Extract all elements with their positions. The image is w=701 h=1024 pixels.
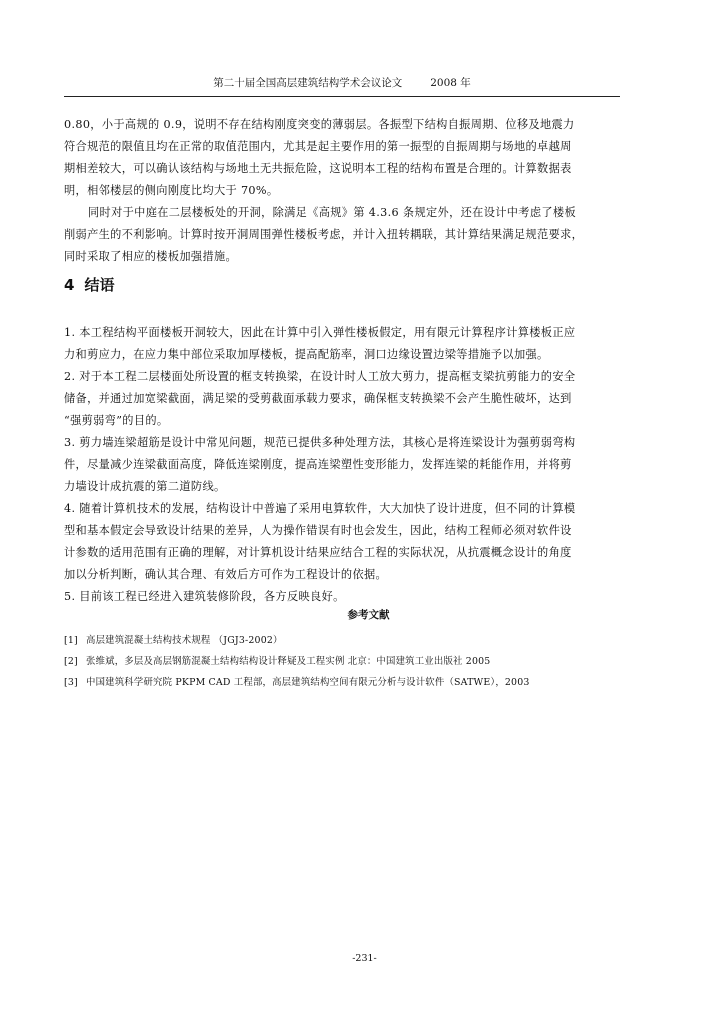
conclusion-line: 型和基本假定会导致设计结果的差异，人为操作错误有时也会发生，因此，结构工程师必须对软件设	[64, 524, 572, 537]
text-line: 0.80，小于高规的 0.9，说明不存在结构刚度突变的薄弱层。各振型下结构自振周期、位移及地震力	[64, 118, 575, 131]
intro-paragraph-1	[64, 114, 620, 202]
text-line: 同时采取了相应的楼板加强措施。	[64, 250, 238, 263]
reference-item	[64, 651, 620, 672]
reference-item	[64, 672, 620, 693]
conclusion-line: 2. 对于本工程二层楼面处所设置的框支转换梁，在设计时人工放大剪力，提高框支梁抗剪能力的安全	[64, 370, 576, 383]
reference-text: 张维斌，多层及高层钢筋混凝土结构结构设计释疑及工程实例 北京：中国建筑工业出版社 2005	[86, 656, 491, 667]
conclusion-line: 3. 剪力墙连梁超筋是设计中常见问题，规范已提供多种处理方法，其核心是将连梁设计为强剪弱弯构	[64, 436, 576, 449]
header-year: 2008 年	[430, 77, 471, 89]
intro-paragraph-2	[64, 202, 620, 268]
page-number: -231-	[352, 953, 377, 964]
conclusion-line: 1. 本工程结构平面楼板开洞较大，因此在计算中引入弹性楼板假定，用有限元计算程序计算楼板正应	[64, 326, 576, 339]
section-number: 4	[64, 276, 75, 294]
text-line: 削弱产生的不利影响。计算时按开洞周围弹性楼板考虑，并计入扭转耦联，其计算结果满足规范要求，	[64, 228, 584, 241]
references-heading: 参考文献	[347, 609, 390, 621]
text-line: 符合规范的限值且均在正常的取值范围内，尤其是起主要作用的第一振型的自振周期与场地的卓越周	[64, 140, 572, 153]
conclusion-line: “强剪弱弯”的目的。	[64, 414, 169, 427]
conclusion-line: 计参数的适用范围有正确的理解，对计算机设计结果应结合工程的实际状况，从抗震概念设计的角度	[64, 546, 572, 559]
section-title-text: 结语	[84, 276, 115, 294]
reference-number: [2]	[64, 656, 78, 667]
conclusion-line: 力墙设计成抗震的第二道防线。	[64, 480, 226, 493]
text-line: 同时对于中庭在二层楼板处的开洞，除满足《高规》第 4.3.6 条规定外，还在设计中考虑了楼板	[88, 206, 576, 219]
conclusion-line: 加以分析判断，确认其合理、有效后方可作为工程设计的依据。	[64, 568, 388, 581]
references-list	[64, 630, 620, 693]
running-header	[64, 74, 620, 97]
header-title: 第二十届全国高层建筑结构学术会议论文	[213, 77, 403, 89]
text-line: 明，相邻楼层的侧向刚度比均大于 70%。	[64, 184, 279, 197]
reference-item	[64, 630, 620, 651]
reference-text: 高层建筑混凝土结构技术规程 （JGJ3-2002）	[86, 635, 283, 646]
reference-number: [1]	[64, 635, 78, 646]
conclusions-list	[64, 322, 620, 608]
conclusion-line: 件，尽量减少连梁截面高度，降低连梁刚度，提高连梁塑性变形能力，发挥连梁的耗能作用，并将剪	[64, 458, 572, 471]
conclusion-line: 5. 目前该工程已经进入建筑装修阶段，各方反映良好。	[64, 590, 345, 603]
text-line: 期相差较大，可以确认该结构与场地土无共振危险，这说明本工程的结构布置是合理的。计算数据表	[64, 162, 572, 175]
reference-text: 中国建筑科学研究院 PKPM CAD 工程部，高层建筑结构空间有限元分析与设计软件（SATWE），2003	[86, 677, 530, 688]
reference-number: [3]	[64, 677, 78, 688]
conclusion-line: 4. 随着计算机技术的发展，结构设计中普遍了采用电算软件，大大加快了设计进度，但不同的计算模	[64, 502, 576, 515]
conclusion-line: 储备，并通过加宽梁截面，满足梁的受剪截面承载力要求，确保框支转换梁不会产生脆性破坏，达到	[64, 392, 572, 405]
section-heading	[64, 274, 114, 296]
conclusion-line: 力和剪应力，在应力集中部位采取加厚楼板，提高配筋率，洞口边缘设置边梁等措施予以加强。	[64, 348, 549, 361]
